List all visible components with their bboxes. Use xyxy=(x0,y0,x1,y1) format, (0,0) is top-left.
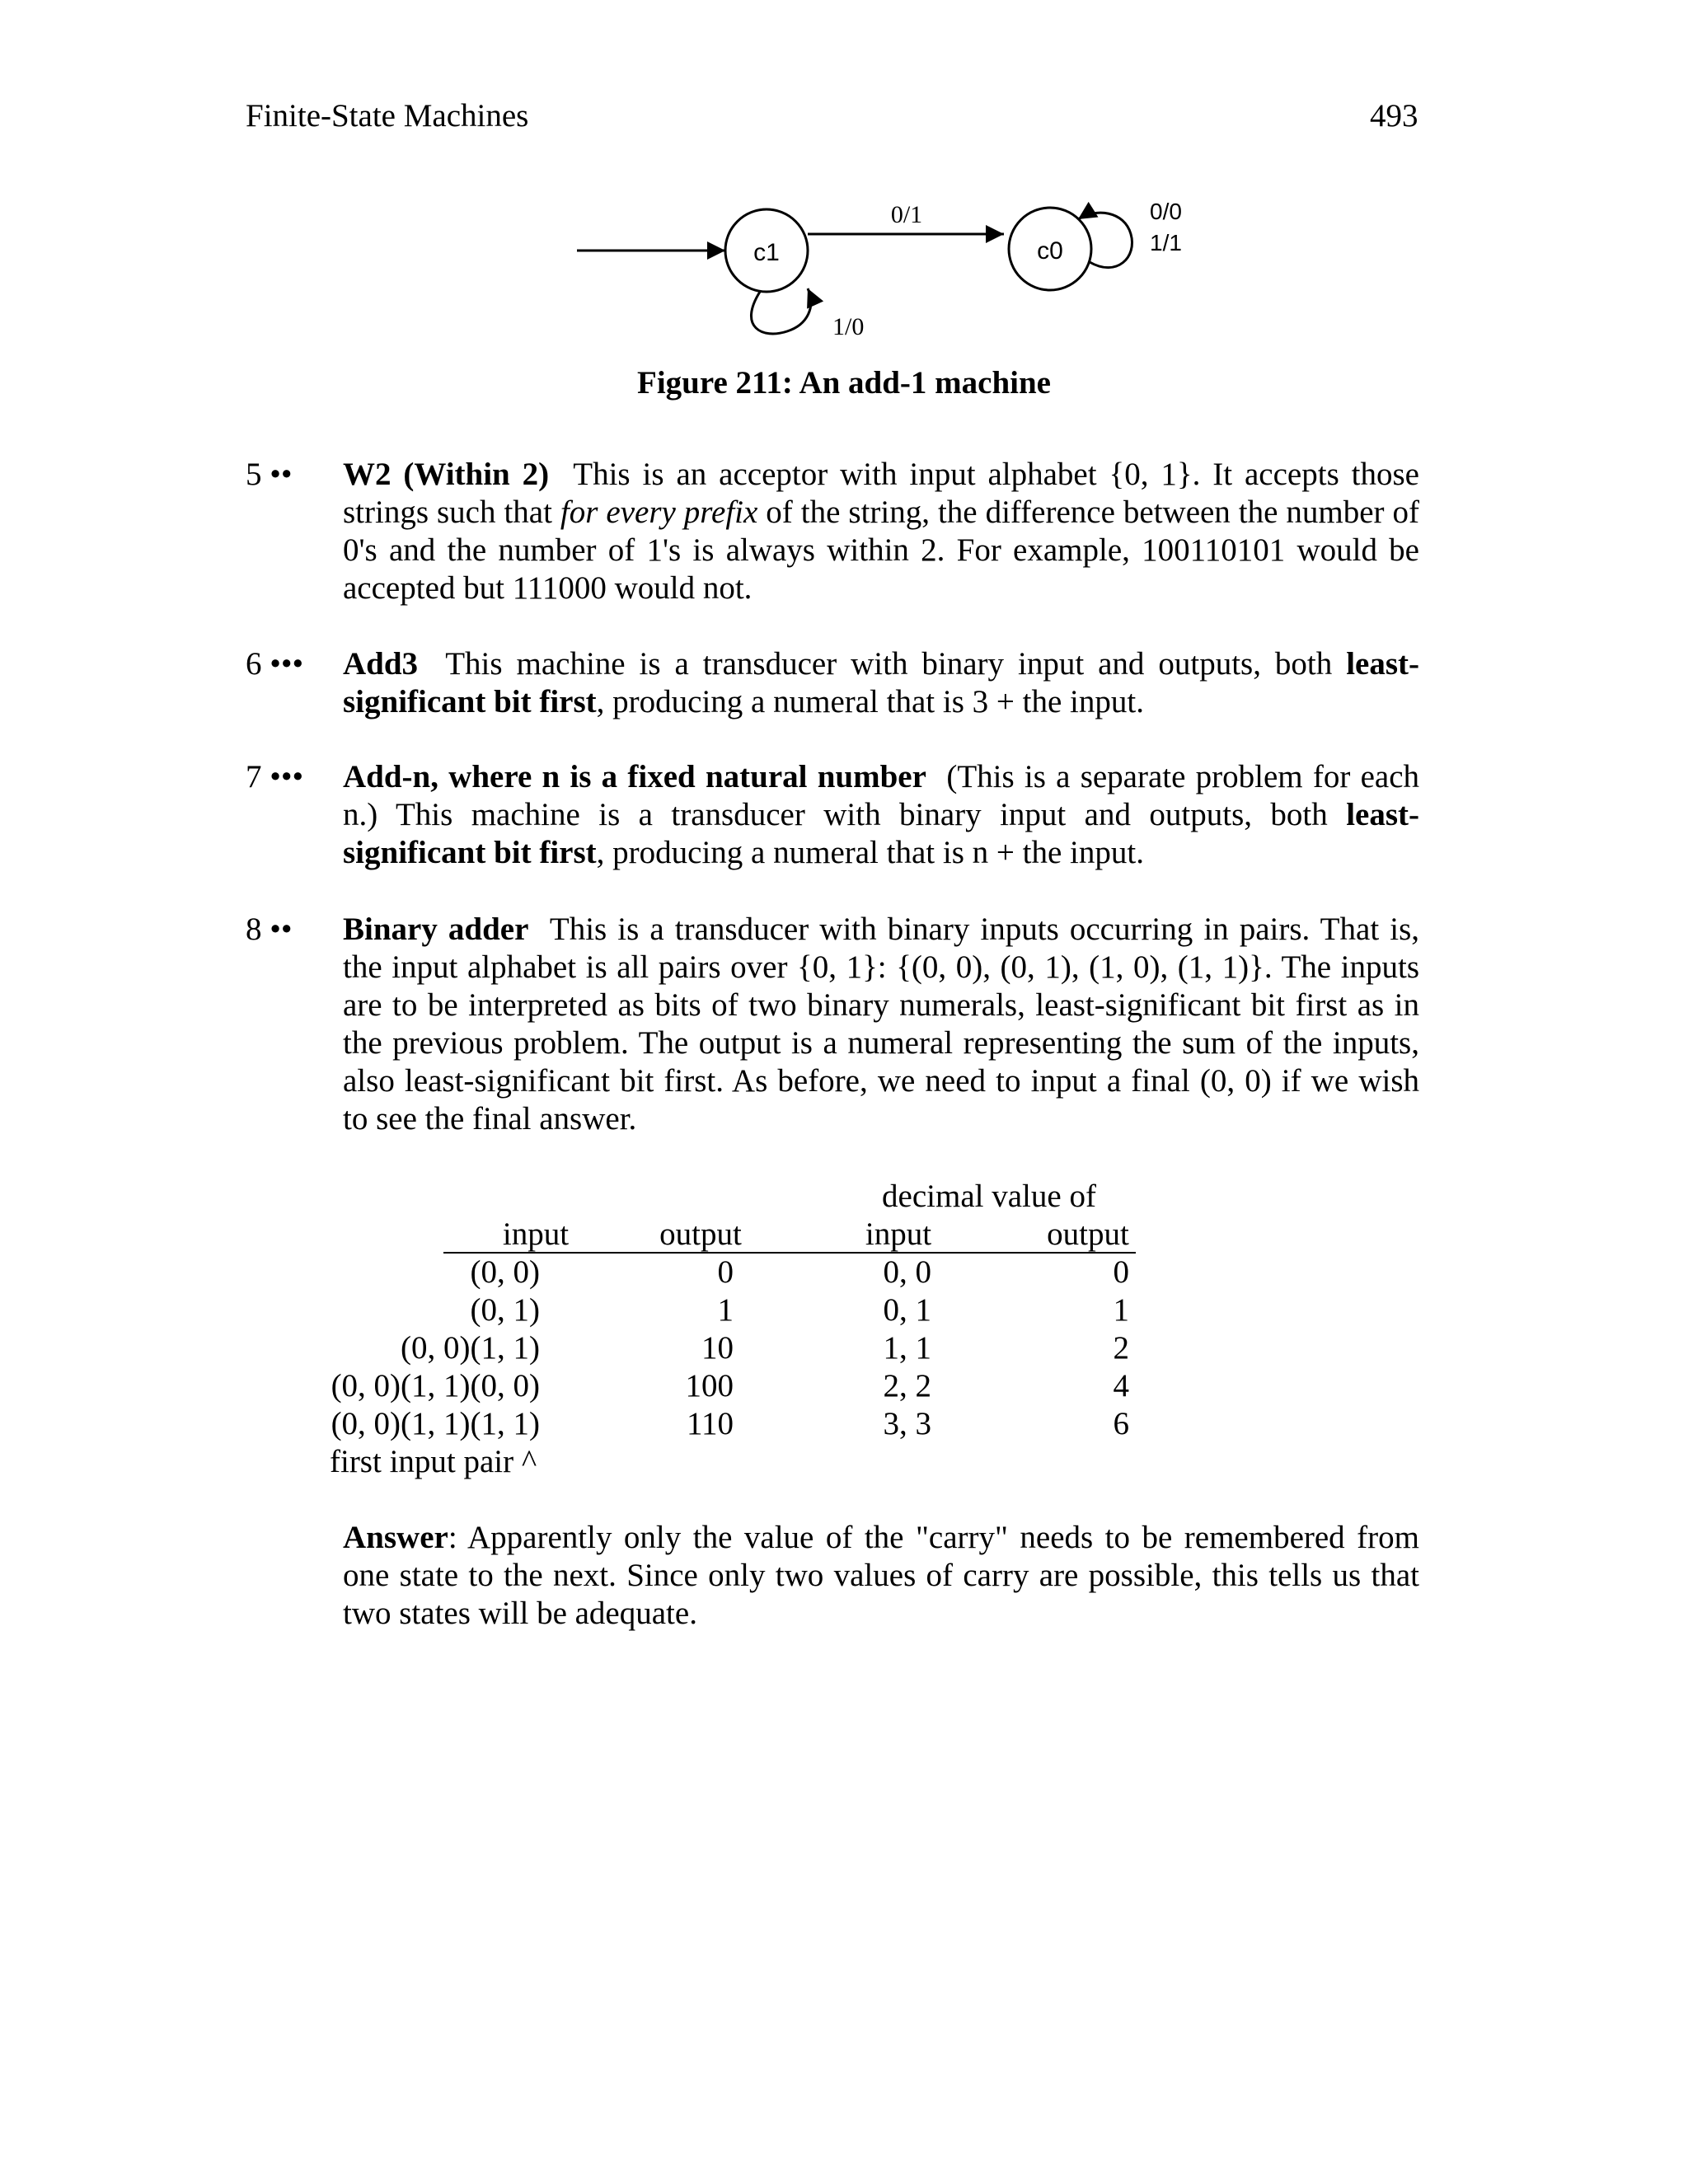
problem-title: Add-n, where n is a fixed natural number xyxy=(343,759,926,794)
running-header-title: Finite-State Machines xyxy=(246,98,529,134)
answer-paragraph xyxy=(343,1519,1419,1633)
table-cell: 2, 2 xyxy=(883,1368,931,1404)
problem-text: , producing a numeral that is n + the input. xyxy=(596,835,1144,870)
problem-text: of the string, the difference between the number of 0's and the number of 1's is always within 2. For example, 100110101 would be accepted but 111000 would not. xyxy=(343,494,1419,606)
table-cell: 0, 0 xyxy=(883,1254,931,1290)
problem-number: 7 ••• xyxy=(246,759,304,794)
problem-number: 5 •• xyxy=(246,457,293,492)
table-cell: (0, 0)(1, 1)(1, 1) xyxy=(331,1406,540,1441)
problem-title: Binary adder xyxy=(343,912,529,947)
table-cell: 100 xyxy=(685,1368,734,1404)
c0-loop-label-a: 0/0 xyxy=(1150,199,1182,224)
problem-text: (This is a separate problem for each n.) This machine is a transducer with binary input and outputs, both xyxy=(343,759,1419,832)
problem-number: 6 ••• xyxy=(246,646,304,682)
problem-number: 8 •• xyxy=(246,912,293,947)
problem-text-bold: least-significant bit first xyxy=(343,646,1419,719)
problem-text: , producing a numeral that is 3 + the input. xyxy=(596,684,1144,719)
problem-title: Add3 xyxy=(343,646,419,682)
problem-body xyxy=(343,456,1419,607)
problem-body xyxy=(343,911,1419,1138)
table-cell: 110 xyxy=(686,1406,734,1441)
problem-title: W2 (Within 2) xyxy=(343,457,550,492)
table-cell: 0, 1 xyxy=(883,1292,931,1328)
table-header: input xyxy=(502,1216,570,1252)
table-footnote: first input pair ^ xyxy=(330,1444,537,1479)
answer-text: : Apparently only the value of the "carry" needs to be remembered from one state to the next. Since only two values of carry are possible, this tells us that two states will be adequate. xyxy=(343,1520,1419,1631)
table-cell: 10 xyxy=(701,1330,734,1366)
problem-body xyxy=(343,758,1419,872)
c1-self-loop xyxy=(751,288,810,334)
state-c0-label: c0 xyxy=(1037,237,1063,265)
table-header: output xyxy=(659,1216,742,1252)
table-cell: (0, 0)(1, 1)(0, 0) xyxy=(331,1368,540,1404)
page-number: 493 xyxy=(1370,98,1418,134)
table-cell: 1 xyxy=(1113,1292,1129,1328)
transition-c1-c0-label: 0/1 xyxy=(890,201,923,228)
table-header: output xyxy=(1047,1216,1129,1252)
figure-caption: Figure 211: An add-1 machine xyxy=(637,365,1051,401)
table-cell: 0 xyxy=(717,1254,734,1290)
table-cell: (0, 0)(1, 1) xyxy=(401,1330,540,1366)
answer-label: Answer xyxy=(343,1520,448,1555)
table-group-header: decimal value of xyxy=(882,1179,1096,1214)
problem-text: This is an acceptor with input alphabet {0, 1}. It accepts those strings such that xyxy=(343,457,1419,530)
table-cell: 2 xyxy=(1113,1330,1129,1366)
table-header: input xyxy=(865,1216,932,1252)
problem-text: This is a transducer with binary inputs occurring in pairs. That is, the input alphabet is all pairs over {0, 1}: {(0, 0), (0, 1), (1, 0), (1, 1)}. The inputs are to be interpreted as bits of two binary numerals, least-significant bit first as in the previous problem. The output is a numeral representing the sum of the inputs, also least-significant bit first. As before, we need to input a final (0, 0) if we wish to see the final answer. xyxy=(343,912,1419,1137)
table-cell: 1 xyxy=(717,1292,734,1328)
table-cell: (0, 0) xyxy=(470,1254,540,1290)
state-c1-label: c1 xyxy=(753,239,780,266)
table-cell: 3, 3 xyxy=(883,1406,931,1441)
table-cell: 4 xyxy=(1113,1368,1129,1404)
problem-body xyxy=(343,645,1419,721)
table-cell: 0 xyxy=(1113,1254,1129,1290)
problem-text: This machine is a transducer with binary input and outputs, both xyxy=(445,646,1347,682)
state-diagram xyxy=(569,191,1228,356)
c1-loop-label: 1/0 xyxy=(832,313,865,340)
table-cell: 6 xyxy=(1113,1406,1129,1441)
problem-text-italic: for every prefix xyxy=(560,494,758,530)
problem-text-bold: least-significant bit first xyxy=(343,797,1419,870)
table-cell: (0, 1) xyxy=(470,1292,540,1328)
table-cell: 1, 1 xyxy=(883,1330,931,1366)
c0-loop-label-b: 1/1 xyxy=(1150,230,1182,255)
